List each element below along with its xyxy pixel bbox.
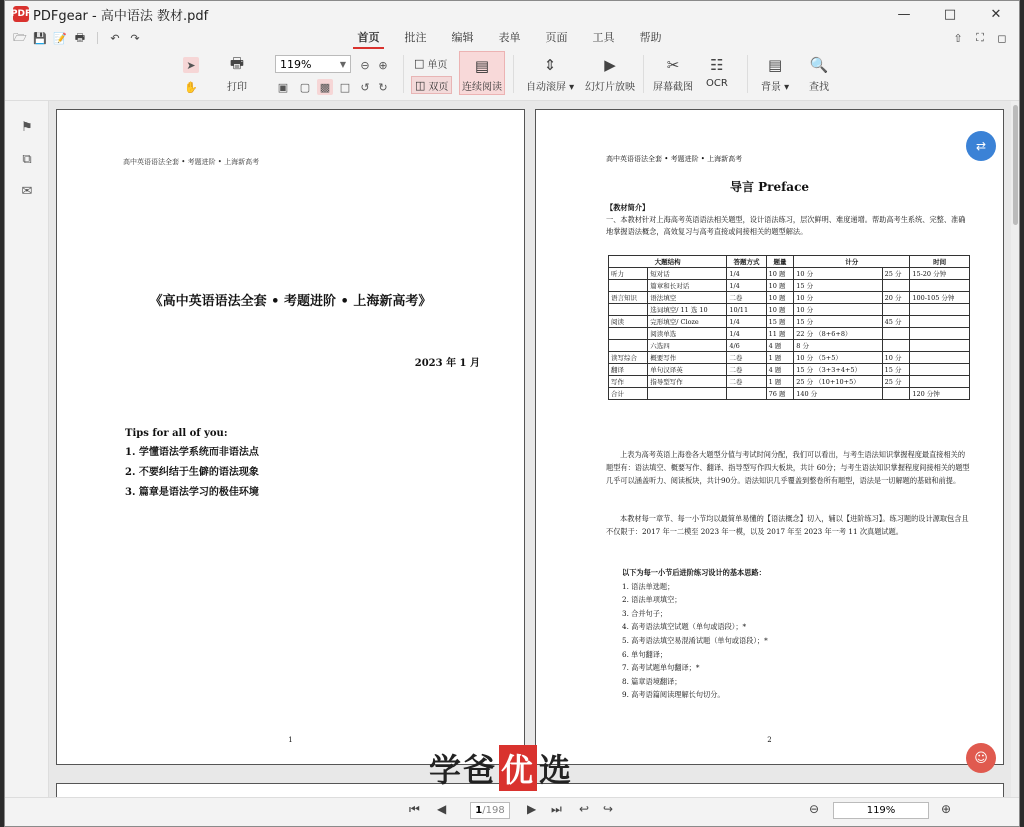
- total-pages: /198: [482, 805, 505, 816]
- printer-icon: 🖶: [229, 53, 245, 72]
- forward-icon[interactable]: ↪: [603, 802, 614, 816]
- find-button[interactable]: [809, 55, 829, 93]
- left-sidebar: [5, 101, 49, 805]
- table-cell: 二卷: [727, 376, 766, 388]
- divider: [403, 55, 404, 93]
- single-page-label: 单页: [427, 59, 448, 71]
- minimize-button[interactable]: —: [897, 6, 911, 22]
- back-icon[interactable]: ↩: [579, 802, 590, 816]
- table-cell: 15-20 分钟: [910, 268, 970, 280]
- paragraph: 上表为高考英语上海卷各大题型分值与考试时间分配，我们可以看出，与考生语法知识掌握程度最直接相关的题型有：语法填空、概要写作、翻译、指导型写作四大板块，共计 60分；与考生语法知识掌握程度间接相关的题型几乎可以涵盖听力、阅读板块，共计90分。语法知识几乎覆盖到整卷所有题型，语法是一切解题的基础和前提。: [606, 450, 970, 485]
- table-cell: 1/4: [727, 280, 766, 292]
- table-cell: 写作: [609, 376, 648, 388]
- table-cell: [910, 376, 970, 388]
- table-cell: 15 分 （3+3+4+5）: [794, 364, 882, 376]
- table-row: [609, 304, 970, 316]
- table-cell: 指导型写作: [648, 376, 727, 388]
- table-cell: 15 分: [882, 364, 910, 376]
- select-cursor-icon[interactable]: ➤: [183, 57, 199, 73]
- table-cell: [910, 316, 970, 328]
- table-row: [609, 352, 970, 364]
- undo-icon[interactable]: ↶: [110, 31, 120, 45]
- slideshow-button[interactable]: [585, 55, 635, 93]
- vertical-scrollbar[interactable]: [1011, 101, 1020, 805]
- table-cell: 15 题: [766, 316, 794, 328]
- table-cell: 22 分 （8+6+8）: [794, 328, 882, 340]
- auto-scroll-icon: ⇕: [543, 56, 557, 74]
- chevron-down-icon: ▼: [339, 59, 346, 69]
- table-cell: 15 分: [794, 316, 882, 328]
- comments-icon[interactable]: ✉: [21, 183, 33, 199]
- table-cell: 11 题: [766, 328, 794, 340]
- exam-structure-table: [608, 255, 970, 400]
- zoom-out-icon[interactable]: ⊖: [360, 58, 370, 72]
- scrollbar-thumb[interactable]: [1013, 105, 1018, 225]
- page-header: 高中英语语法全套 • 考题进阶 • 上海新高考: [606, 155, 743, 163]
- zoom-value: 119%: [280, 57, 312, 71]
- print-label: 打印: [227, 82, 247, 93]
- ocr-button[interactable]: [706, 55, 728, 89]
- rotate-right-icon[interactable]: ↻: [378, 80, 388, 94]
- tip-item: 1. 学懂语法学系统而非语法点: [125, 447, 259, 458]
- zoom-field[interactable]: 119%: [833, 802, 929, 819]
- screenshot-button[interactable]: [653, 55, 693, 93]
- list-item: 9. 高考语篇阅读理解长句切分。: [622, 690, 725, 700]
- table-row: [609, 268, 970, 280]
- table-cell: 10 分: [794, 304, 882, 316]
- table-cell: 概要写作: [648, 352, 727, 364]
- double-page-label: 双页: [428, 81, 449, 93]
- list-item: 3. 合并句子；: [622, 608, 668, 618]
- table-row: [609, 280, 970, 292]
- tab-annotate[interactable]: 批注: [404, 31, 427, 44]
- fit-page-icon[interactable]: ▢: [299, 80, 311, 94]
- table-cell: 读写综合: [609, 352, 648, 364]
- table-cell: [910, 352, 970, 364]
- page-number-input[interactable]: [470, 802, 510, 819]
- table-cell: 1/4: [727, 328, 766, 340]
- table-row: [609, 376, 970, 388]
- table-cell: [609, 280, 648, 292]
- table-cell: 10 分: [794, 268, 882, 280]
- table-cell: 100-105 分钟: [910, 292, 970, 304]
- table-cell: 4/6: [727, 340, 766, 352]
- table-cell: 140 分: [794, 388, 882, 400]
- ribbon-toolbar: [5, 49, 1019, 101]
- save-icon[interactable]: 💾: [33, 31, 47, 45]
- first-page-icon[interactable]: ⏮: [409, 802, 420, 816]
- table-cell: 20 分: [882, 292, 910, 304]
- table-cell: 10 题: [766, 280, 794, 292]
- close-button[interactable]: ✕: [990, 6, 1002, 22]
- table-cell: [648, 388, 727, 400]
- table-cell: 语言知识: [609, 292, 648, 304]
- intro-block: [606, 202, 972, 238]
- pdf-page-2: [535, 109, 1004, 765]
- table-cell: [910, 280, 970, 292]
- table-cell: [882, 280, 910, 292]
- table-cell: 二卷: [727, 292, 766, 304]
- list-item: 6. 单句翻译；: [622, 649, 668, 659]
- table-cell: 10 分 （5+5）: [794, 352, 882, 364]
- table-cell: 六选四: [648, 340, 727, 352]
- double-page-icon: ◫: [415, 78, 426, 92]
- table-cell: 4 题: [766, 340, 794, 352]
- document-canvas[interactable]: [49, 101, 1011, 805]
- divider: [643, 55, 644, 93]
- table-cell: [609, 340, 648, 352]
- thumbnails-icon[interactable]: ⧉: [22, 151, 32, 167]
- ocr-icon: ☷: [710, 56, 724, 74]
- table-cell: 阅读: [609, 316, 648, 328]
- zoom-in-icon[interactable]: ⊕: [941, 802, 952, 816]
- zoom-in-icon[interactable]: ⊕: [378, 58, 388, 72]
- watermark-text: 优: [499, 745, 537, 791]
- table-cell: 1/4: [727, 268, 766, 280]
- intro-text: 一、本教材针对上海高考英语语法相关题型，设计语法练习，层次鲜明、难度递增。帮助高考生系统、完整、准确地掌握语法概念，高效复习与高考直接或间接相关的题型解法。: [606, 215, 966, 236]
- table-cell: 76 题: [766, 388, 794, 400]
- table-row: [609, 388, 970, 400]
- watermark-logo: [429, 745, 573, 791]
- save-as-icon[interactable]: 📝: [53, 31, 67, 45]
- tab-form[interactable]: 表单: [498, 31, 521, 44]
- prev-page-icon[interactable]: ◀: [437, 802, 447, 816]
- table-row: [609, 340, 970, 352]
- actual-size-icon[interactable]: ▣: [277, 80, 289, 94]
- table-cell: [609, 328, 648, 340]
- table-cell: 4 题: [766, 364, 794, 376]
- table-row: [609, 328, 970, 340]
- table-cell: 25 分 （10+10+5）: [794, 376, 882, 388]
- table-cell: 二卷: [727, 352, 766, 364]
- table-row: [609, 364, 970, 376]
- rotate-left-icon[interactable]: ↺: [360, 80, 370, 94]
- open-folder-icon[interactable]: 🗁: [13, 30, 27, 44]
- table-cell: 听力: [609, 268, 648, 280]
- document-date: 2023 年 1 月: [414, 358, 480, 369]
- continuous-icon: ▤: [474, 57, 490, 75]
- exercise-list: [622, 566, 768, 702]
- auto-scroll-label: 自动滚屏 ▾: [526, 82, 575, 93]
- table-cell: 8 分: [794, 340, 882, 352]
- table-cell: [910, 304, 970, 316]
- intro-heading: 【教材简介】: [606, 203, 650, 212]
- app-logo: PDF: [13, 6, 29, 22]
- table-cell: 1 题: [766, 352, 794, 364]
- table-cell: [910, 340, 970, 352]
- app-window: [4, 0, 1020, 827]
- current-page: 1: [475, 805, 483, 816]
- menu-row: [5, 27, 1019, 49]
- table-cell: [910, 328, 970, 340]
- table-cell: [882, 328, 910, 340]
- table-row: [609, 292, 970, 304]
- table-cell: [609, 304, 648, 316]
- screenshot-label: 屏幕截图: [653, 82, 693, 93]
- list-item: 2. 语法单项填空；: [622, 595, 682, 605]
- table-cell: 短对话: [648, 268, 727, 280]
- tab-home[interactable]: 首页: [345, 27, 392, 49]
- fit-width-icon[interactable]: ▩: [317, 79, 333, 95]
- next-page-icon[interactable]: ▶: [527, 802, 537, 816]
- single-page-icon: □: [414, 56, 425, 70]
- table-cell: 25 分: [882, 376, 910, 388]
- title-bar: [5, 1, 1019, 27]
- background-label: 背景 ▾: [761, 82, 790, 93]
- redo-icon[interactable]: ↷: [130, 31, 140, 45]
- table-cell: [882, 340, 910, 352]
- expand-icon[interactable]: ◻: [997, 31, 1007, 45]
- table-cell: 10/11: [727, 304, 766, 316]
- scissors-icon: ✂: [666, 56, 680, 74]
- table-cell: 选词填空/ 11 选 10: [648, 304, 727, 316]
- table-cell: [882, 388, 910, 400]
- table-header-cell: 大题结构: [609, 256, 727, 268]
- assistant-icon[interactable]: ☺: [966, 743, 996, 773]
- table-cell: 15 分: [794, 280, 882, 292]
- table-cell: 翻译: [609, 364, 648, 376]
- divider: [513, 55, 514, 93]
- table-cell: 1/4: [727, 316, 766, 328]
- paragraph: 本教材每一章节、每一小节均以最简单易懂的【语法概念】切入，辅以【进阶练习】。练习题的设计源取包含且不仅限于：2017 年一二模至 2023 年一模，以及 2017 年至 2023 年一考 11 次真题试题。: [606, 514, 969, 536]
- projector-icon: ▶: [604, 56, 616, 74]
- continuous-label: 连续阅读: [462, 82, 502, 93]
- zoom-out-icon[interactable]: ⊖: [809, 802, 820, 816]
- page-header: 高中英语语法全套 • 考题进阶 • 上海新高考: [123, 158, 260, 166]
- table-cell: 120 分钟: [910, 388, 970, 400]
- list-item: 1. 语法单选题；: [622, 581, 675, 591]
- list-item: 8. 篇章语境翻译；: [622, 676, 682, 686]
- window-title: PDFgear - 高中语法 教材.pdf: [33, 8, 209, 24]
- table-cell: 1 题: [766, 376, 794, 388]
- table-cell: 单句汉译英: [648, 364, 727, 376]
- table-cell: 阅读单选: [648, 328, 727, 340]
- continuous-read-button[interactable]: [459, 51, 505, 95]
- double-page-button[interactable]: [411, 76, 452, 94]
- ribbon-tabs: [345, 27, 674, 49]
- ocr-label: OCR: [706, 78, 728, 89]
- background-button[interactable]: [761, 55, 789, 93]
- preface-title: 导言 Preface: [729, 180, 810, 194]
- table-row: [609, 316, 970, 328]
- document-title: 《高中英语语法全套 • 考题进阶 • 上海新高考》: [149, 294, 432, 309]
- table-cell: 篇章和长对话: [648, 280, 727, 292]
- status-bar: [5, 797, 1020, 823]
- table-header-row: [609, 256, 970, 268]
- tip-item: 3. 篇章是语法学习的极佳环境: [125, 487, 259, 498]
- single-page-button[interactable]: [411, 54, 450, 72]
- slideshow-label: 幻灯片放映: [585, 82, 635, 93]
- table-cell: 语法填空: [648, 292, 727, 304]
- table-cell: 10 题: [766, 268, 794, 280]
- tips-heading: Tips for all of you:: [125, 428, 228, 439]
- share-icon[interactable]: ⇧: [953, 31, 963, 45]
- table-cell: 10 题: [766, 292, 794, 304]
- print-icon[interactable]: 🖶: [74, 30, 86, 44]
- watermark-text: 学爸: [429, 751, 498, 789]
- table-cell: 45 分: [882, 316, 910, 328]
- table-cell: 二卷: [727, 364, 766, 376]
- table-cell: [882, 304, 910, 316]
- table-header-cell: 时间: [910, 256, 970, 268]
- table-cell: [727, 388, 766, 400]
- tab-edit[interactable]: 编辑: [451, 31, 474, 44]
- tab-page[interactable]: 页面: [545, 31, 568, 44]
- auto-scroll-button[interactable]: [526, 55, 574, 93]
- translate-icon[interactable]: ⇄: [966, 131, 996, 161]
- fullscreen-icon[interactable]: ⛶: [976, 31, 984, 44]
- find-label: 查找: [809, 82, 829, 93]
- table-header-cell: 题量: [766, 256, 794, 268]
- search-icon: 🔍: [809, 56, 829, 74]
- hand-tool-icon[interactable]: ✋: [184, 80, 198, 94]
- table-cell: 完形填空/ Cloze: [648, 316, 727, 328]
- list-item: 4. 高考语法填空试题（单句或语段）；*: [622, 622, 747, 632]
- list-item: 5. 高考语法填空易混淆试题（单句或语段）；*: [622, 635, 768, 645]
- tips-block: [125, 428, 259, 503]
- table-cell: 10 分: [794, 292, 882, 304]
- table-header-cell: 计分: [794, 256, 910, 268]
- print-button[interactable]: [227, 55, 247, 93]
- table-cell: 合计: [609, 388, 648, 400]
- pdf-page-1: [56, 109, 525, 765]
- list-item: 7. 高考试题单句翻译；*: [622, 663, 700, 673]
- bookmark-icon[interactable]: ⚑: [21, 119, 33, 135]
- divider: [97, 32, 98, 44]
- tip-item: 2. 不要纠结于生僻的语法现象: [125, 467, 259, 478]
- fit-visible-icon[interactable]: □: [339, 80, 351, 94]
- table-cell: 10 题: [766, 304, 794, 316]
- page-number: 1: [288, 736, 293, 744]
- maximize-button[interactable]: □: [943, 6, 957, 22]
- list-heading: 以下为每一小节后进阶练习设计的基本思路：: [622, 568, 766, 577]
- table-cell: [910, 364, 970, 376]
- divider: [747, 55, 748, 93]
- table-cell: 25 分: [882, 268, 910, 280]
- table-header-cell: 答题方式: [727, 256, 766, 268]
- last-page-icon[interactable]: ⏭: [551, 802, 562, 816]
- zoom-select[interactable]: [275, 55, 351, 73]
- watermark-text: 选: [539, 751, 574, 789]
- background-icon: ▤: [768, 56, 783, 74]
- table-cell: 10 分: [882, 352, 910, 364]
- tab-help[interactable]: 帮助: [639, 31, 662, 44]
- tab-tools[interactable]: 工具: [592, 31, 615, 44]
- page-number: 2: [767, 736, 772, 744]
